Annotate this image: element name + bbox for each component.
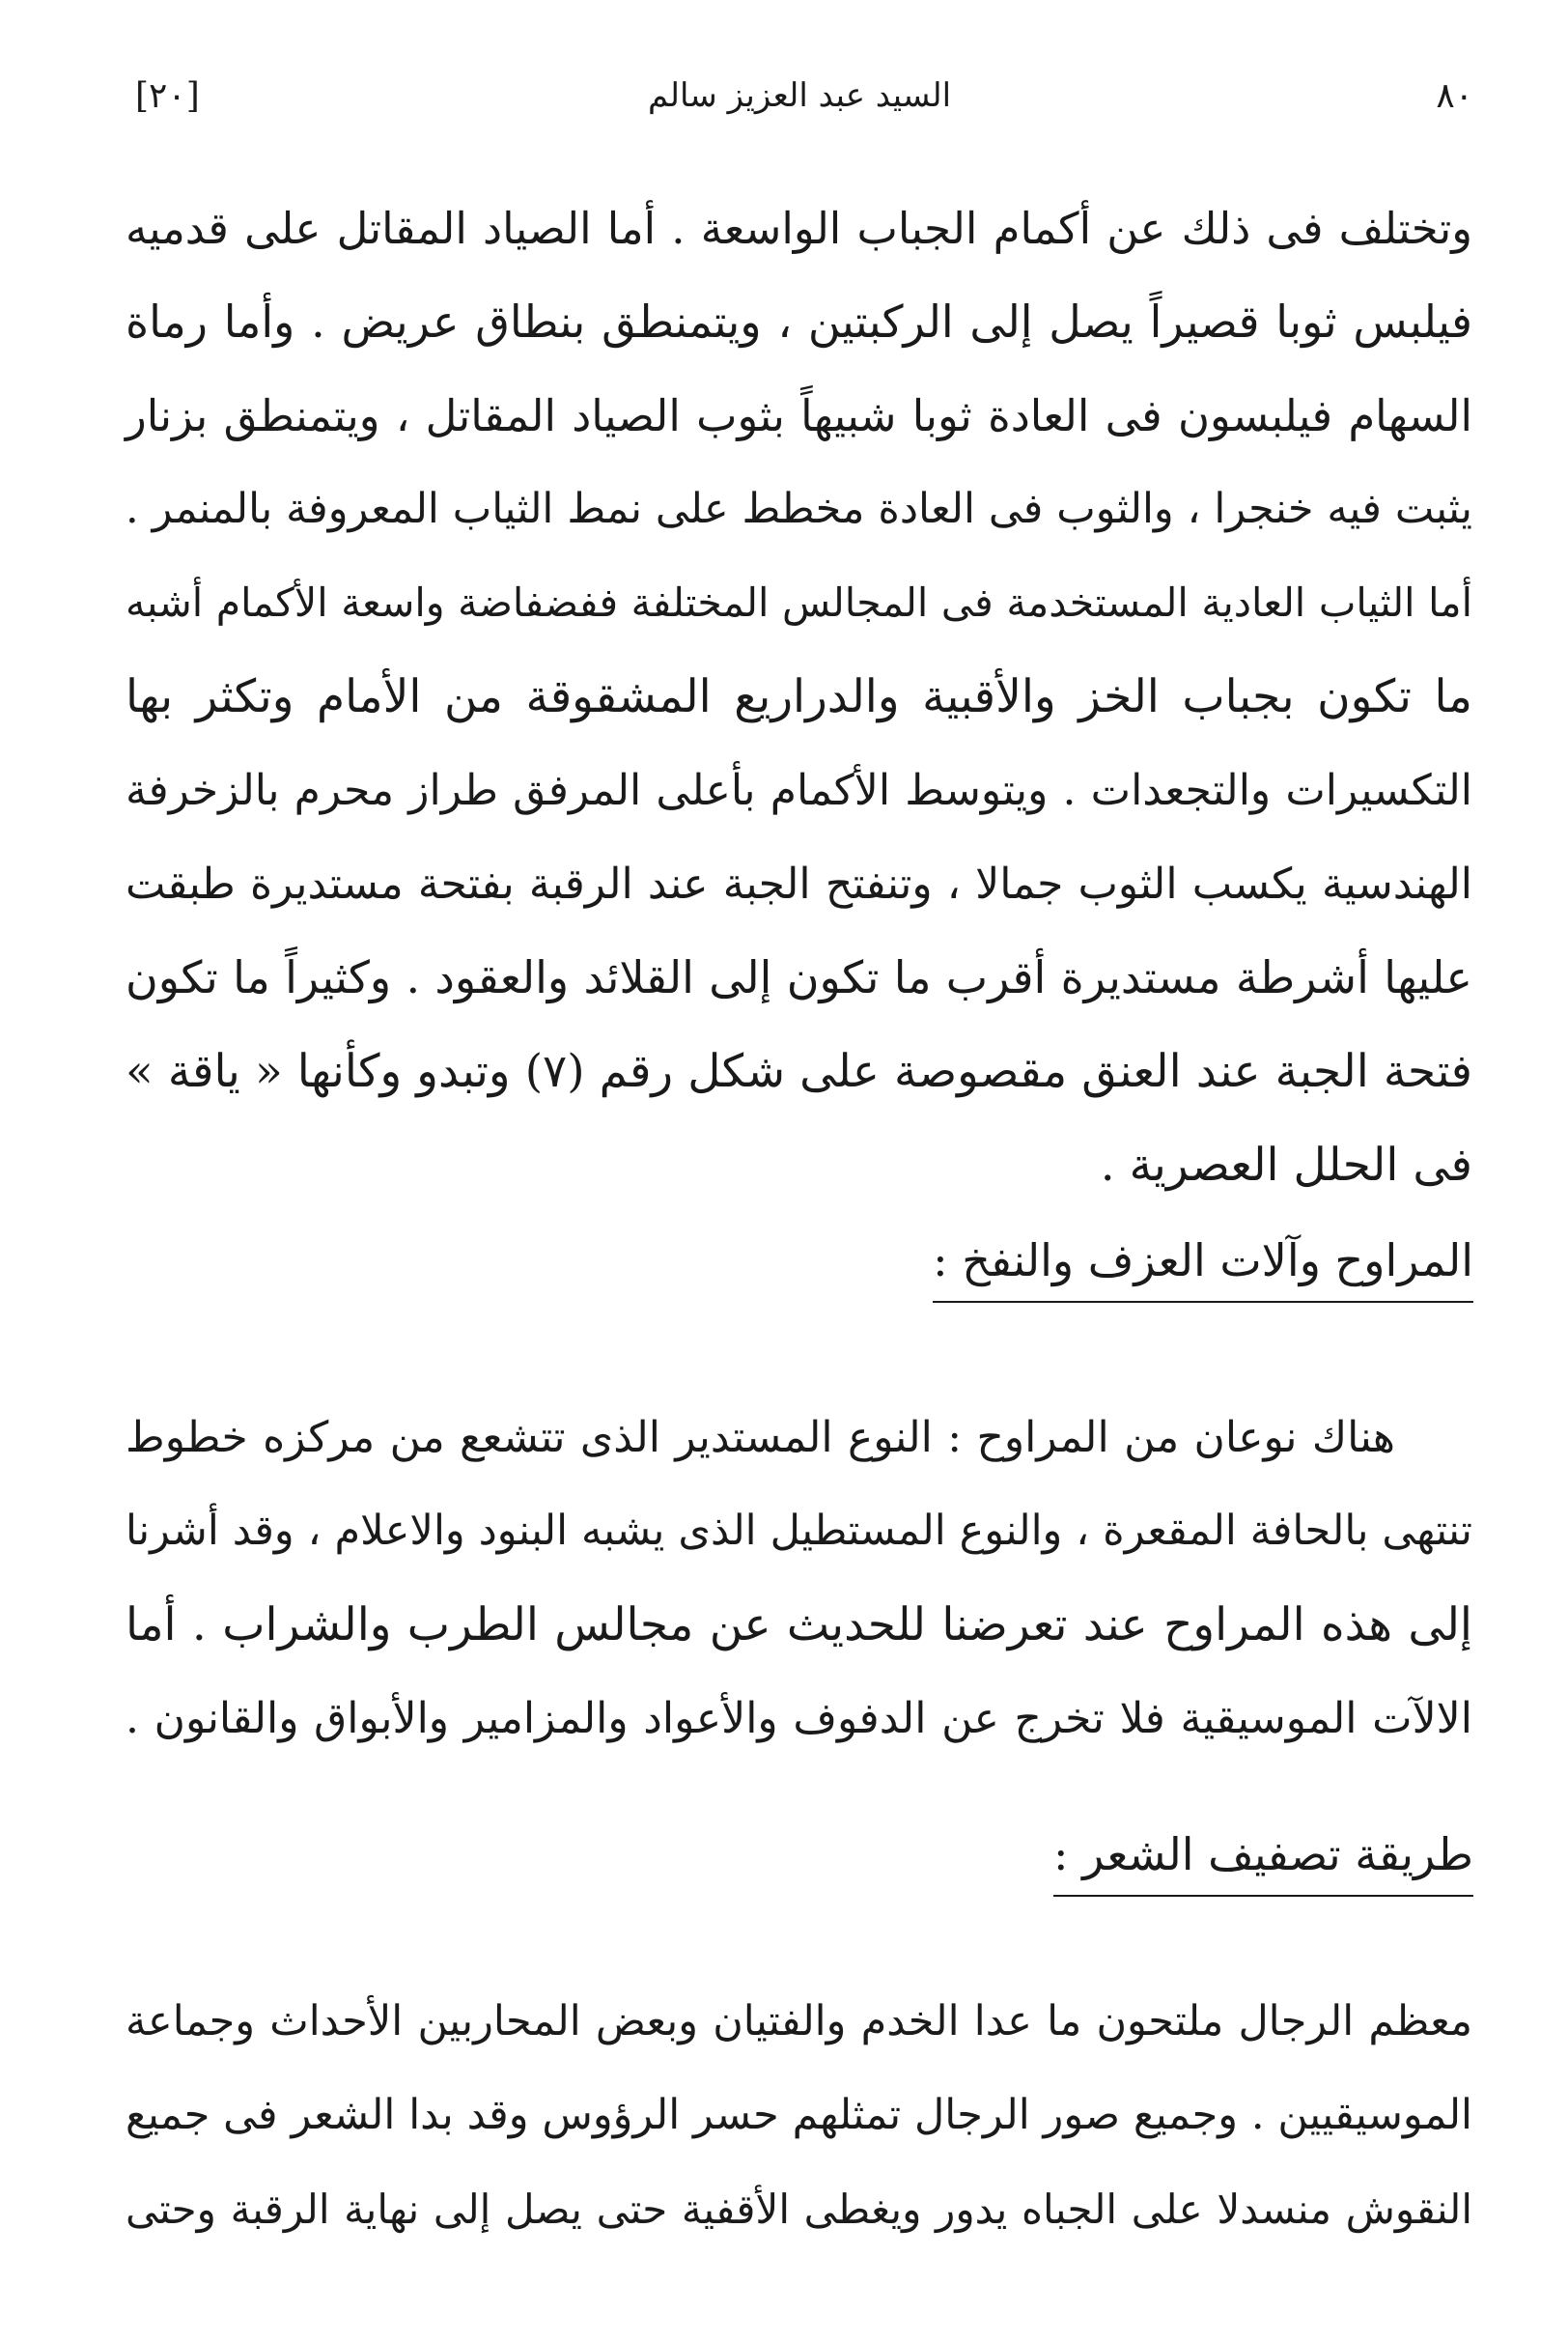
text-line: هناك نوعان من المراوح : النوع المستدير الذى تتشعع من مركزه خطوط (126, 1413, 1395, 1462)
text-line: النقوش منسدلا على الجباه يدور ويغطى الأقفية حتى يصل إلى نهاية الرقبة وحتى (126, 2186, 1472, 2233)
text-line: السهام فيلبسون فى العادة ثوبا شبيهاً بثوب الصياد المقاتل ، ويتمنطق بزنار (126, 390, 1472, 441)
text-line: إلى هذه المراوح عند تعرضنا للحديث عن مجالس الطرب والشراب . أما (126, 1598, 1472, 1651)
paragraph-clothing (126, 182, 1472, 1212)
text-line: يثبت فيه خنجرا ، والثوب فى العادة مخطط على نمط الثياب المعروفة بالمنمر . (126, 485, 1472, 533)
page-number: ٨٠ (1436, 76, 1473, 116)
text-line: الالآت الموسيقية فلا تخرج عن الدفوف والأعواد والمزامير والأبواق والقانون . (126, 1694, 1473, 1743)
text-line: فى الحلل العصرية . (1100, 1139, 1472, 1192)
paragraph-fans (126, 1391, 1472, 1765)
text-line: فيلبس ثوبا قصيراً يصل إلى الركبتين ، ويتمنطق بنطاق عريض . وأما رماة (126, 296, 1472, 348)
text-line: الموسيقيين . وجميع صور الرجال تمثلهم حسر الرؤوس وقد بدا الشعر فى جميع (126, 2091, 1472, 2139)
section-heading-fans-instruments: المراوح وآلات العزف والنفخ : (933, 1234, 1473, 1303)
text-line: تنتهى بالحافة المقعرة ، والنوع المستطيل الذى يشبه البنود والاعلام ، وقد أشرنا (126, 1507, 1472, 1555)
text-line: عليها أشرطة مستديرة أقرب ما تكون إلى القلائد والعقود . وكثيراً ما تكون (126, 951, 1472, 1003)
text-line: التكسيرات والتجعدات . ويتوسط الأكمام بأعلى المرفق طراز محرم بالزخرفة (126, 766, 1472, 815)
text-line: وتختلف فى ذلك عن أكمام الجباب الواسعة . أما الصياد المقاتل على قدميه (126, 203, 1472, 254)
text-line: أما الثياب العادية المستخدمة فى المجالس المختلفة ففضفاضة واسعة الأكمام أشبه (126, 579, 1472, 626)
text-line: معظم الرجال ملتحون ما عدا الخدم والفتيان وبعض المحاربين الأحداث وجماعة (126, 1997, 1472, 2045)
text-line: فتحة الجبة عند العنق مقصوصة على شكل رقم (٧) وتبدو وكأنها « ياقة » (126, 1045, 1472, 1098)
text-line: ما تكون بجباب الخز والأقبية والدراريع المشقوقة من الأمام وتكثر بها (126, 670, 1472, 723)
running-header (126, 76, 1473, 147)
section-heading-hairstyle: طريقة تصفيف الشعر : (1053, 1828, 1473, 1897)
paragraph-hair (126, 1975, 1472, 2256)
bracket-number: [٢٠] (135, 76, 200, 116)
text-line: الهندسية يكسب الثوب جمالا ، وتنفتح الجبة عند الرقبة بفتحة مستديرة طبقت (126, 860, 1472, 909)
running-title: السيد عبد العزيز سالم (647, 76, 952, 115)
